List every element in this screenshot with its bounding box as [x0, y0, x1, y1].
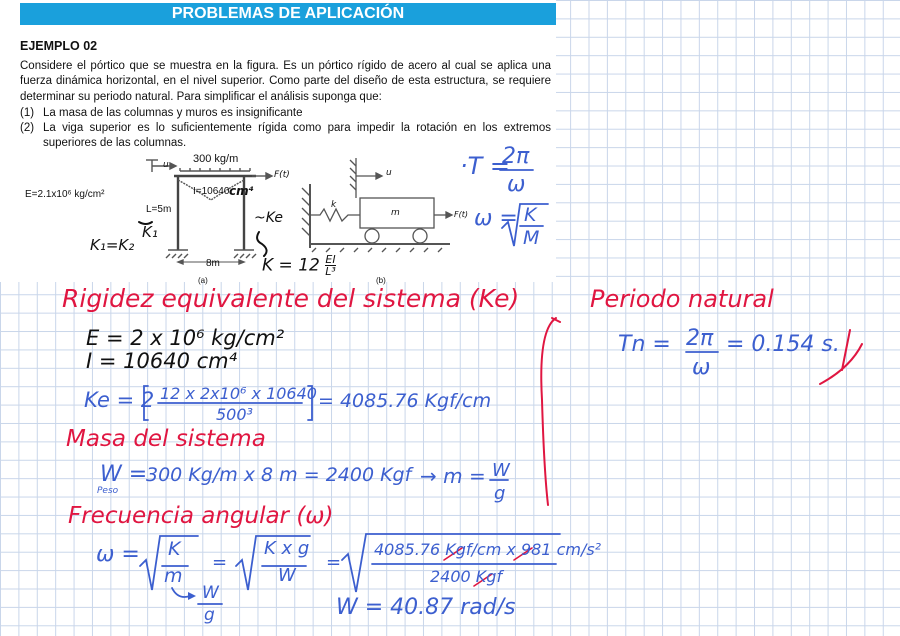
weight-lhs: W =	[100, 462, 148, 487]
caption-a: (a)	[198, 276, 208, 285]
assumption-number: (2)	[20, 122, 35, 134]
ke-note: ~Ke	[254, 210, 284, 226]
sub-den: g	[204, 605, 215, 625]
omega-formula-lhs: ω =	[474, 206, 518, 231]
k-formula-fraction	[325, 254, 336, 277]
k-formula-k: K = 12	[262, 255, 320, 276]
force-label: F(t)	[274, 170, 290, 180]
inertia-label: I=10640	[193, 186, 230, 197]
ke-result: = 4085.76 Kgf/cm	[318, 390, 492, 412]
mass-arrow: → m =	[420, 464, 486, 488]
mass-num: W	[492, 460, 510, 481]
k1-note: K₁	[142, 223, 158, 241]
modulus-label: E=2.1x10⁶ kg/cm²	[25, 189, 105, 200]
mass-disp-label: u	[386, 168, 392, 178]
omega-k: K	[168, 538, 181, 560]
period-formula-lhs: ·T =	[460, 152, 511, 180]
i-line: I = 10640 cm⁴	[86, 349, 238, 373]
masa-title: Masa del sistema	[66, 426, 266, 452]
mass-force-label: F(t)	[454, 210, 468, 219]
omega-w: W	[278, 565, 296, 586]
omega-kg: K x g	[264, 538, 310, 559]
k-formula-num: EI	[325, 253, 336, 266]
length-label: L=5m	[146, 204, 172, 215]
page-header: PROBLEMAS DE APLICACIÓN	[20, 3, 556, 25]
periodo-title: Periodo natural	[590, 285, 774, 313]
problem-statement: Considere el pórtico que se muestra en la figura. Es un pórtico rígido de acero al cual se aplica una fuerza dinámica horizontal, en el nivel superior. Como parte del diseño de esta estructura, se requiere determinar su periodo natural. Para simplificar el análisis suponga que:	[20, 60, 551, 103]
eq-sign-2: =	[326, 552, 342, 573]
mass-label: m	[391, 208, 400, 218]
tn-num: 2π	[686, 326, 714, 351]
omega-denominator: 2400 Kgf	[430, 567, 503, 586]
omega-formula-den: M	[523, 227, 540, 249]
disp-label: u	[163, 160, 169, 170]
omega-formula-num: K	[524, 204, 537, 226]
span-label: 8m	[206, 258, 220, 269]
omega-lhs: ω =	[96, 542, 140, 567]
omega-m: m	[164, 565, 183, 587]
spring-label: k	[331, 200, 337, 210]
tn-result: = 0.154 s.	[726, 332, 840, 357]
period-formula-den: ω	[507, 172, 526, 197]
load-label: 300 kg/m	[193, 153, 239, 165]
example-title: EJEMPLO 02	[20, 39, 98, 53]
assumption-number: (1)	[20, 107, 35, 119]
ke-lhs: Ke = 2	[84, 388, 155, 412]
omega-numerator: 4085.76 Kgf/cm x 981 cm/s²	[374, 540, 602, 559]
rigidez-title: Rigidez equivalente del sistema (Ke)	[62, 284, 520, 313]
assumption-text: La viga superior es lo suficientemente rígida como para impedir la rotación en los extremos superiores de las columnas.	[43, 122, 551, 150]
caption-b: (b)	[376, 276, 386, 285]
tn-den: ω	[692, 355, 711, 380]
mass-den: g	[494, 483, 506, 504]
sub-num: W	[202, 583, 219, 603]
ke-numerator: 12 x 2x10⁶ x 10640	[160, 384, 317, 403]
k1-k2-note: K₁=K₂	[90, 236, 135, 254]
frecuencia-title: Frecuencia angular (ω)	[68, 503, 334, 529]
e-line: E = 2 x 10⁶ kg/cm²	[86, 326, 285, 350]
k-formula	[262, 254, 336, 277]
k-formula-den: L³	[325, 265, 336, 278]
omega-result: W = 40.87 rad/s	[336, 595, 516, 620]
mass-spring-system	[302, 158, 452, 252]
tn-lhs: Tn =	[618, 332, 671, 357]
assumption-text: La masa de las columnas y muros es insignificante	[43, 107, 303, 119]
period-formula-num: 2π	[502, 144, 530, 169]
eq-sign-1: =	[212, 552, 228, 573]
ke-denominator: 500³	[216, 405, 253, 424]
weight-calc: 300 Kg/m x 8 m = 2400 Kgf	[146, 464, 412, 486]
inertia-unit: cm⁴	[229, 184, 254, 198]
peso-label: Peso	[97, 486, 119, 496]
